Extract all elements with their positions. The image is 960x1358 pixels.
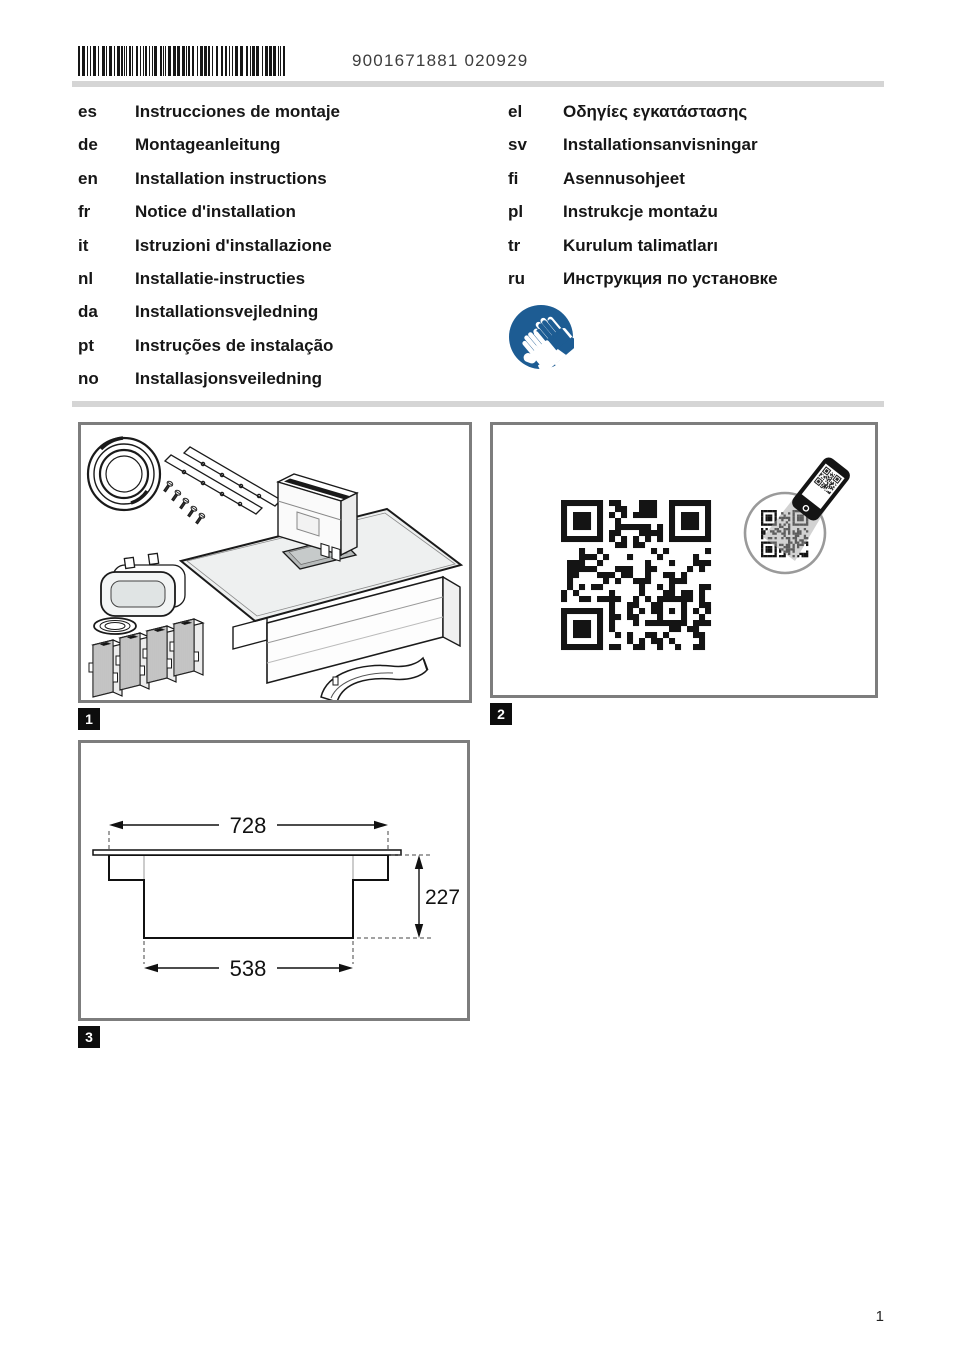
language-code: el bbox=[508, 102, 523, 121]
language-title: Istruzioni d'installazione bbox=[135, 235, 332, 255]
language-row bbox=[508, 169, 888, 202]
language-list-left bbox=[78, 102, 478, 403]
language-title: Montageanleitung bbox=[135, 135, 281, 155]
gloves-pictogram bbox=[508, 304, 574, 370]
dimension-drawing bbox=[81, 743, 467, 1018]
language-list-right bbox=[508, 102, 888, 302]
divider-top bbox=[72, 81, 884, 87]
language-row bbox=[78, 336, 478, 369]
language-title: Installationsvejledning bbox=[135, 302, 319, 322]
figure-3-marker: 3 bbox=[78, 1026, 100, 1048]
language-title: Инструкция по установке bbox=[563, 268, 778, 288]
language-row bbox=[78, 169, 478, 202]
page-number: 1 bbox=[875, 1308, 884, 1325]
language-row bbox=[78, 269, 478, 302]
language-code: fr bbox=[78, 202, 91, 222]
language-row bbox=[78, 302, 478, 335]
language-code: fi bbox=[508, 168, 519, 188]
sealing-tape-coil bbox=[88, 438, 160, 510]
divider-middle bbox=[72, 401, 884, 407]
housing-outline bbox=[109, 855, 388, 938]
language-row bbox=[78, 135, 478, 168]
language-code: pl bbox=[508, 202, 524, 222]
language-code: ru bbox=[508, 268, 525, 288]
language-row bbox=[78, 236, 478, 269]
language-code: sv bbox=[508, 135, 527, 155]
figure-3-dimensions bbox=[78, 740, 470, 1021]
figure-1-package-contents bbox=[78, 422, 472, 703]
language-row bbox=[78, 102, 478, 135]
flat-duct-adapter bbox=[101, 553, 185, 616]
gasket-ring bbox=[94, 618, 136, 634]
figure-2-qr-panel bbox=[490, 422, 878, 698]
qr-panel-drawing bbox=[493, 425, 875, 695]
language-row bbox=[508, 269, 888, 302]
barcode-icon bbox=[78, 46, 290, 76]
language-title: Instrucciones de montaje bbox=[135, 102, 340, 121]
dimension-label-side: 227 bbox=[425, 886, 461, 909]
language-title: Asennusohjeet bbox=[563, 168, 685, 188]
wear-protective-gloves-icon bbox=[508, 304, 574, 370]
language-row bbox=[78, 202, 478, 235]
language-code: en bbox=[78, 168, 98, 188]
language-title: Instruções de instalação bbox=[135, 335, 334, 355]
dimension-label-top: 728 bbox=[229, 813, 267, 838]
language-title: Installasjonsveiledning bbox=[135, 369, 323, 389]
language-code: nl bbox=[78, 268, 94, 288]
language-title: Kurulum talimatları bbox=[563, 235, 718, 255]
dimension-label-bottom: 538 bbox=[229, 956, 267, 981]
qr-code bbox=[561, 500, 711, 650]
language-title: Installationsanvisningar bbox=[563, 135, 758, 155]
language-title: Instrukcje montażu bbox=[563, 202, 718, 222]
screws bbox=[162, 480, 206, 525]
language-row bbox=[508, 202, 888, 235]
language-code: no bbox=[78, 369, 99, 389]
figure-1-marker: 1 bbox=[78, 708, 100, 730]
language-code: tr bbox=[508, 235, 521, 255]
language-code: it bbox=[78, 235, 89, 255]
language-code: da bbox=[78, 302, 98, 322]
figure-2-marker: 2 bbox=[490, 703, 512, 725]
language-title: Οδηγίες εγκατάστασης bbox=[563, 102, 748, 121]
language-code: pt bbox=[78, 335, 95, 355]
language-row bbox=[78, 369, 478, 402]
language-title: Installatie-instructies bbox=[135, 268, 306, 288]
barcode-bars bbox=[78, 46, 290, 76]
glass-top-profile bbox=[93, 850, 401, 855]
language-title: Notice d'installation bbox=[135, 202, 296, 222]
language-row bbox=[508, 102, 888, 135]
language-row bbox=[508, 135, 888, 168]
language-code: es bbox=[78, 102, 97, 121]
language-title: Installation instructions bbox=[135, 168, 327, 188]
package-contents-drawing bbox=[81, 425, 469, 700]
scan-phone-icon bbox=[745, 455, 853, 573]
language-row bbox=[508, 236, 888, 269]
language-code: de bbox=[78, 135, 98, 155]
barcode-number: 9001671881 020929 bbox=[352, 51, 529, 70]
